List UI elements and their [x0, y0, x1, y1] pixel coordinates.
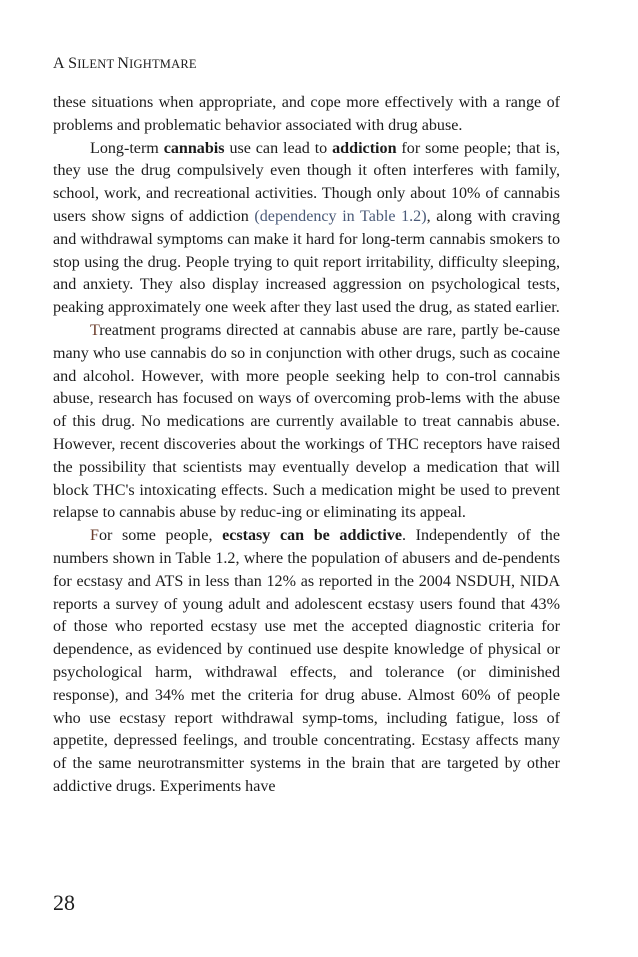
paragraph-3 [53, 320, 560, 525]
p2-text-4: , along with craving and withdrawal symptoms can make it hard for long-term cannabis smokers to stop using the drug. People trying to quit report irritability, difficulty sleeping, and anxiety. They also display increased aggression on psychological tests, peaking approximately one week after they last used the drug, as stated earlier. [53, 207, 561, 317]
p2-bold-cannabis: cannabis [163, 139, 225, 157]
p4-initial: F [90, 527, 99, 545]
running-head-n: N [117, 55, 130, 72]
p2-text-2: use can lead to [224, 139, 333, 157]
page-number: 28 [53, 890, 75, 915]
p2-bold-addiction: addiction [332, 139, 397, 157]
p4-text-2: . Independently of the numbers shown in Table 1.2, where the population of abusers and de-pendents for ecstasy and ATS in less than 12% as reported in the 2004 NSDUH, NIDA reports a survey of young adult and adolescent ecstasy users found that 43% of those who reported ecstasy use met the accepted diagnostic criteria for dependence, as evidenced by continued use despite knowledge of physical or psychological harm, withdrawal effects, and tolerance (or diminished response), and 34% met the criteria for drug abuse. Almost 60% of people who use ecstasy report withdrawal symp-toms, including fatigue, loss of appetite, depressed feelings, and trouble concentrating. Ecstasy affects many of the same neurotransmitter systems in the brain that are targeted by other addictive drugs. Experiments have [53, 527, 560, 795]
p4-bold-ecstasy: ecstasy can be addictive [222, 527, 403, 545]
p4-text-1: or some people, [98, 527, 223, 545]
p3-text: reatment programs directed at cannabis abuse are rare, partly be-cause many who use cannabis do so in conjunction with other drugs, such as cocaine and alcohol. However, with more people seeking help to con-trol cannabis abuse, research has focused on ways of overcoming prob-lems with the abuse of this drug. No medications are currently available to treat cannabis abuse. However, recent discoveries about the workings of THC receptors have raised the possibility that scientists may eventually develop a medication that will block THC's intoxicating effects. Such a medication might be used to prevent relapse to cannabis abuse by reduc-ing or eliminating its appeal. [53, 321, 560, 522]
running-head [53, 55, 197, 73]
paragraph-4 [53, 525, 560, 799]
body-text [53, 92, 560, 799]
running-head-ightmare: IGHTMARE [129, 57, 197, 71]
p2-text-3: for some people; that is, they use the drug compulsively even though it often interferes with family, school, work, and recreational activities. Though only about 10% of cannabis users show signs of addiction [53, 139, 560, 225]
paragraph-1: these situations when appropriate, and cope more effectively with a range of problems and problematic behavior associated with drug abuse. [53, 94, 560, 134]
p3-initial: T [90, 321, 100, 339]
table-reference: (dependency in Table 1.2) [254, 207, 427, 225]
running-head-s: S [68, 55, 78, 72]
p2-text-1: Long-term [90, 139, 164, 157]
paragraph-2 [53, 138, 560, 320]
running-head-a: A [53, 55, 69, 72]
running-head-ilent: ILENT [77, 57, 118, 71]
